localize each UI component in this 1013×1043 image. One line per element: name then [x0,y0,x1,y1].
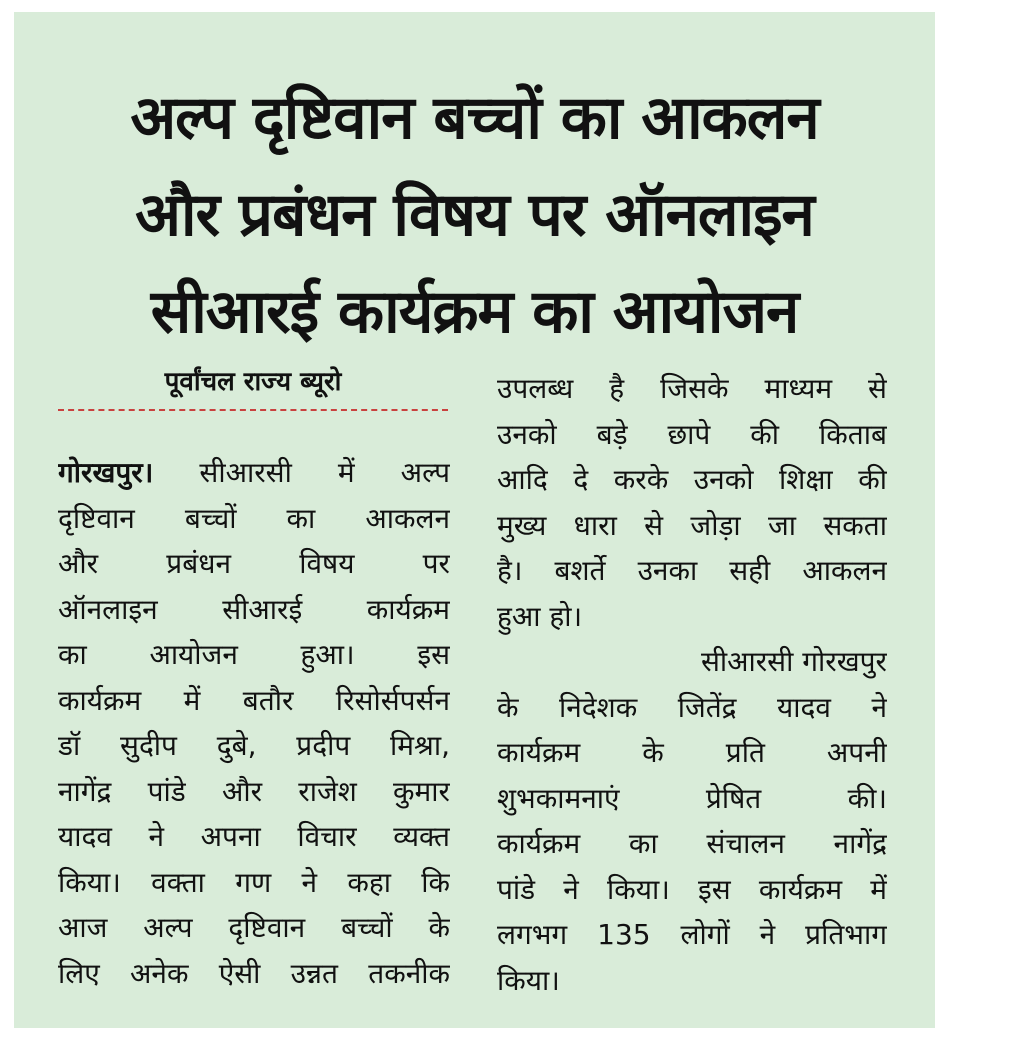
article-line-text: सीआरसी में अल्प [199,456,450,489]
article-line: किया। वक्ता गण ने कहा कि [58,865,450,899]
article-line [58,450,450,496]
article-line: कार्यक्रम का संचालन नागेंद्र [497,827,887,860]
article-line: आज अल्प दृष्टिवान बच्चों के [58,911,450,944]
article-line: पांडे ने किया। इस कार्यक्रम में [497,872,887,906]
article-line: शुभकामनाएं प्रेषित की। [497,781,887,815]
headline-line-3: सीआरई कार्यक्रम का आयोजन [150,277,799,347]
headline-line-2: और प्रबंधन विषय पर ऑनलाइन [135,180,814,250]
article-line: का आयोजन हुआ। इस [58,638,450,671]
article-column-left [58,450,450,996]
article-line: कार्यक्रम में बतौर रिसोर्सपर्सन [58,683,450,717]
byline-divider [58,409,448,411]
article-line: उपलब्ध है जिसके माध्यम से [497,372,887,405]
article-line: कार्यक्रम के प्रति अपनी [497,736,887,769]
article-line: आदि दे करके उनको शिक्षा की [497,463,887,496]
article-line: उनको बड़े छापे की किताब [497,417,887,451]
article-line: ऑनलाइन सीआरई कार्यक्रम [58,592,450,626]
article-line: और प्रबंधन विषय पर [58,547,450,580]
article-line: लगभग 135 लोगों ने प्रतिभाग [497,918,887,951]
article-line: मुख्य धारा से जोड़ा जा सकता [497,508,887,542]
byline: पूर्वांचल राज्य ब्यूरो [164,367,342,397]
dateline: गोरखपुर। [58,456,154,489]
article-line: है। बशर्ते उनका सही आकलन [497,554,887,587]
headline [14,70,935,361]
article-line: यादव ने अपना विचार व्यक्त [58,820,450,853]
article-line: के निदेशक जितेंद्र यादव ने [497,690,887,724]
article-line: नागेंद्र पांडे और राजेश कुमार [58,774,450,808]
article-line: लिए अनेक ऐसी उन्नत तकनीक [58,956,450,990]
news-clipping [14,12,935,1028]
headline-line-1: अल्प दृष्टिवान बच्चों का आकलन [130,83,819,153]
article-line: सीआरसी गोरखपुर [700,645,887,678]
article-line: डॉ सुदीप दुबे, प्रदीप मिश्रा, [58,729,450,762]
article-line: हुआ हो। [497,599,583,633]
article-line: दृष्टिवान बच्चों का आकलन [58,501,450,535]
article-line: किया। [497,963,560,997]
article-column-right [497,366,887,1003]
